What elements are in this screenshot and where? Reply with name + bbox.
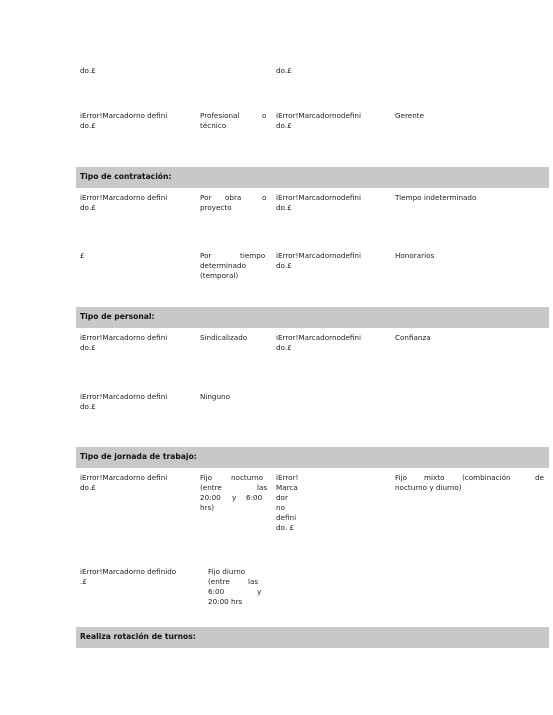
error-bookmark-text: iError!Marcadorno definido .£ (80, 567, 177, 586)
option-label: 20:00 hrs (208, 597, 243, 606)
option-label: 6:00 (208, 587, 225, 596)
option-label: Gerente (395, 111, 425, 120)
section-title: Realiza rotación de turnos: (80, 632, 196, 641)
error-bookmark-text: iError!Marcadorno defini do.£ (80, 333, 168, 352)
option-label: de (535, 473, 544, 482)
cell-text: do.£ (80, 66, 96, 75)
option-label: o (262, 193, 267, 202)
option-label: o (262, 111, 267, 120)
error-bookmark-text: iError!Marcadornodefini do.£ (276, 251, 361, 270)
cell-text: do.£ (276, 66, 292, 75)
section-header-contratacion (76, 167, 549, 188)
error-bookmark-text: iError!Marcadorno defini do.£ (80, 193, 168, 212)
option-label: Tiempo indeterminado (395, 193, 477, 202)
option-label: obra (225, 193, 242, 202)
section-title: Tipo de personal: (80, 312, 155, 321)
option-label: proyecto (200, 203, 232, 212)
option-label: Ninguno (200, 392, 230, 401)
error-bookmark-text: iError!Marcadorno defini do.£ (80, 111, 168, 130)
option-label: nocturno y diurno) (395, 483, 462, 492)
error-bookmark-text: iError!Marcadornodefini do.£ (276, 193, 361, 212)
error-bookmark-text: iError!Marcadornodefini do.£ (276, 111, 361, 130)
option-label: Por (200, 193, 212, 202)
option-label: mixto (424, 473, 445, 482)
error-bookmark-text: iError! Marca dor no defini do. £ (276, 473, 299, 532)
option-label: Profesional (200, 111, 240, 120)
option-label: Fijo (395, 473, 408, 482)
section-title: Tipo de contratación: (80, 172, 172, 181)
option-label: tiempo (240, 251, 266, 260)
option-label: (entre (208, 577, 230, 586)
option-label: Sindicalizado (200, 333, 248, 342)
option-label: hrs) (200, 503, 215, 512)
error-bookmark-text: iError!Marcadorno defini do.£ (80, 392, 168, 411)
section-header-rotacion (76, 627, 549, 648)
error-bookmark-text: iError!Marcadorno defini do.£ (80, 473, 168, 492)
section-title: Tipo de jornada de trabajo: (80, 452, 197, 461)
option-label: Fijo (200, 473, 213, 482)
option-label: Honorarios (395, 251, 435, 260)
section-header-jornada (76, 447, 549, 468)
option-label: (combinación (462, 473, 511, 482)
error-bookmark-text: iError!Marcadornodefini do.£ (276, 333, 361, 352)
section-header-personal (76, 307, 549, 328)
option-label: las (248, 577, 259, 586)
option-label: 6:00 (246, 493, 263, 502)
option-label: nocturno (231, 473, 264, 482)
cell-text: £ (80, 251, 85, 260)
option-label: (entre (200, 483, 222, 492)
option-label: 20:00 (200, 493, 221, 502)
option-label: técnico (200, 121, 227, 130)
option-label: determinado (temporal) (200, 261, 246, 280)
option-label: y (232, 493, 237, 502)
option-label: y (257, 587, 262, 596)
option-label: las (257, 483, 268, 492)
option-label: Por (200, 251, 212, 260)
option-label: Confianza (395, 333, 431, 342)
option-label: Fijo diurno (208, 567, 246, 576)
